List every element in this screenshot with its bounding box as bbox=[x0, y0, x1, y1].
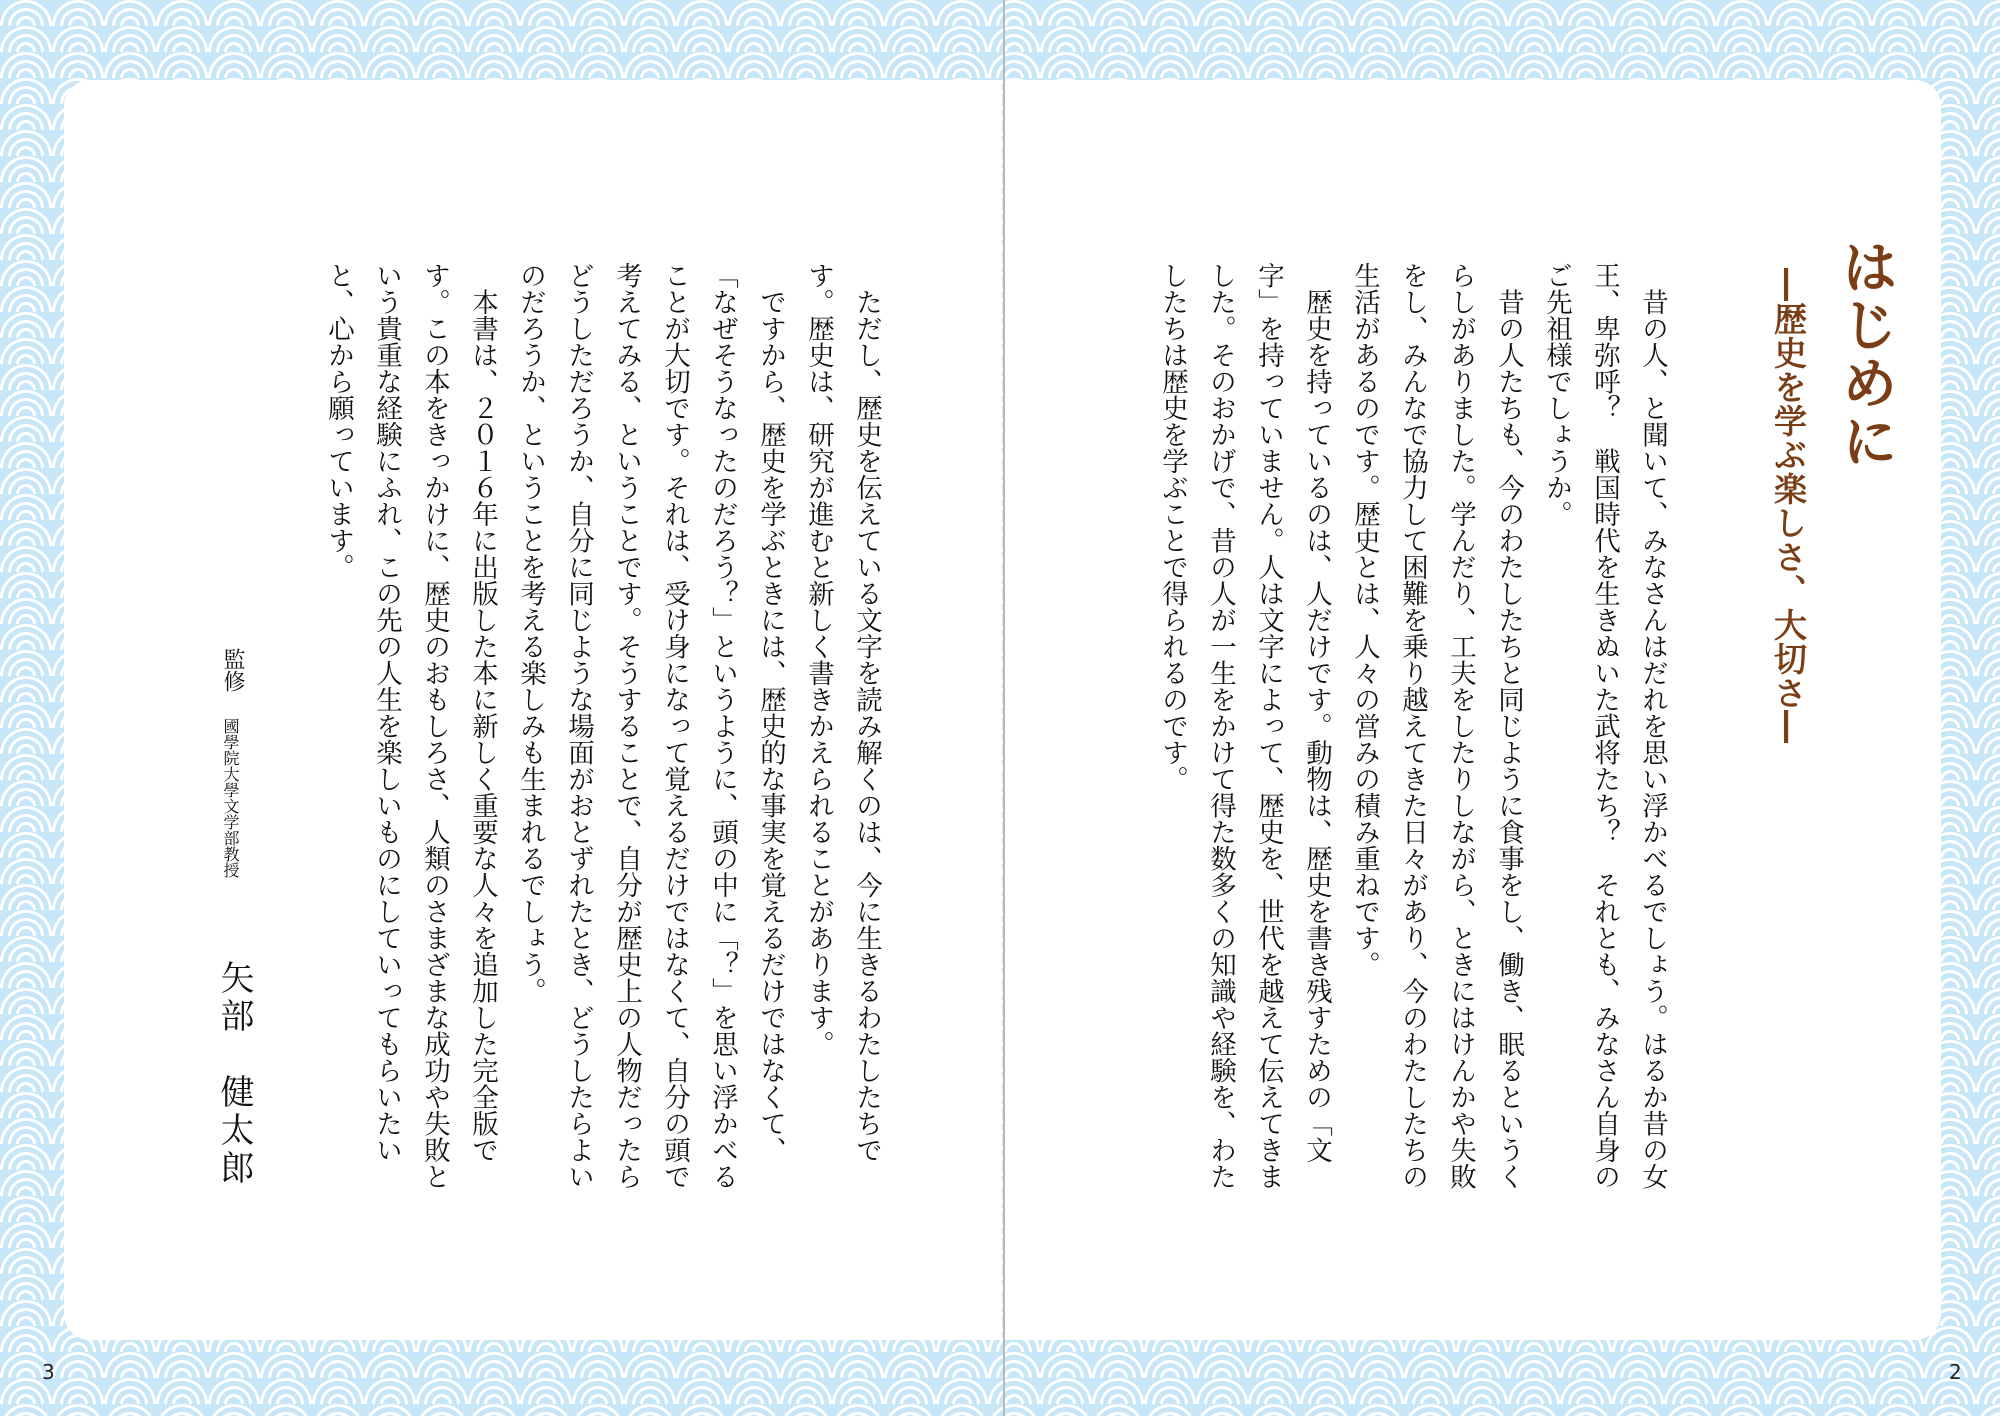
right-page-body: 昔の人、と聞いて、みなさんはだれを思い浮かべるでしょう。はるか昔の女王、卑弥呼？ 戦国時代を生きぬいた武将たち？ それとも、みなさん自身のご先祖様でしょうか。 昔の人たちも、今のわたしたちと同じように食事をし、働き、眠るというくらしがありました。学んだり、工夫をしたりしながら、ときにはけんかや失敗をし、みんなで協力して困難を乗り越えてきた日々があり、今のわたしたちの生活があるのです。歴史とは、人々の営みの積み重ねです。 歴史を持っているのは、人だけです。動物は、歴史を書き残すための「文字」を持っていません。人は文字によって、歴史を、世代を越えて伝えてきました。そのおかげで、昔の人が一生をかけて得た数多くの知識や経験を、わたしたちは歴史を学ぶことで得られるのです。 bbox=[1157, 262, 1668, 1190]
page-number-left: 3 bbox=[42, 1360, 55, 1384]
supervisor-name: 矢部 健太郎 bbox=[214, 960, 254, 1188]
page-title: はじめに bbox=[1833, 238, 1898, 470]
page-subtitle: ―歴史を学ぶ楽しさ、大切さ― bbox=[1769, 268, 1808, 744]
supervisor-affiliation: 國學院大學文学部教授 bbox=[221, 718, 240, 878]
page-number-right: 2 bbox=[1949, 1360, 1962, 1384]
supervisor-role: 監修 bbox=[220, 648, 245, 692]
left-page-body: ただし、歴史を伝えている文字を読み解くのは、今に生きるわたしたちです。歴史は、研究が進むと新しく書きかえられることがあります。 ですから、歴史を学ぶときには、歴史的な事実を覚えるだけではなくて、「なぜそうなったのだろう？」というように、頭の中に「？」を思い浮かべることが大切です。それは、受け身になって覚えるだけではなくて、自分の頭で考えてみる、ということです。そうすることで、自分が歴史上の人物だったらどうしただろうか、自分に同じような場面がおとずれたとき、どうしたらよいのだろうか、ということを考える楽しみも生まれるでしょう。 本書は、２０１６年に出版した本に新しく重要な人々を追加した完全版です。この本をきっかけに、歴史のおもしろさ、人類のさまざまな成功や失敗という貴重な経験にふれ、この先の人生を楽しいものにしていってもらいたいと、心から願っています。 bbox=[323, 262, 882, 1190]
spread-divider bbox=[1003, 0, 1005, 1416]
